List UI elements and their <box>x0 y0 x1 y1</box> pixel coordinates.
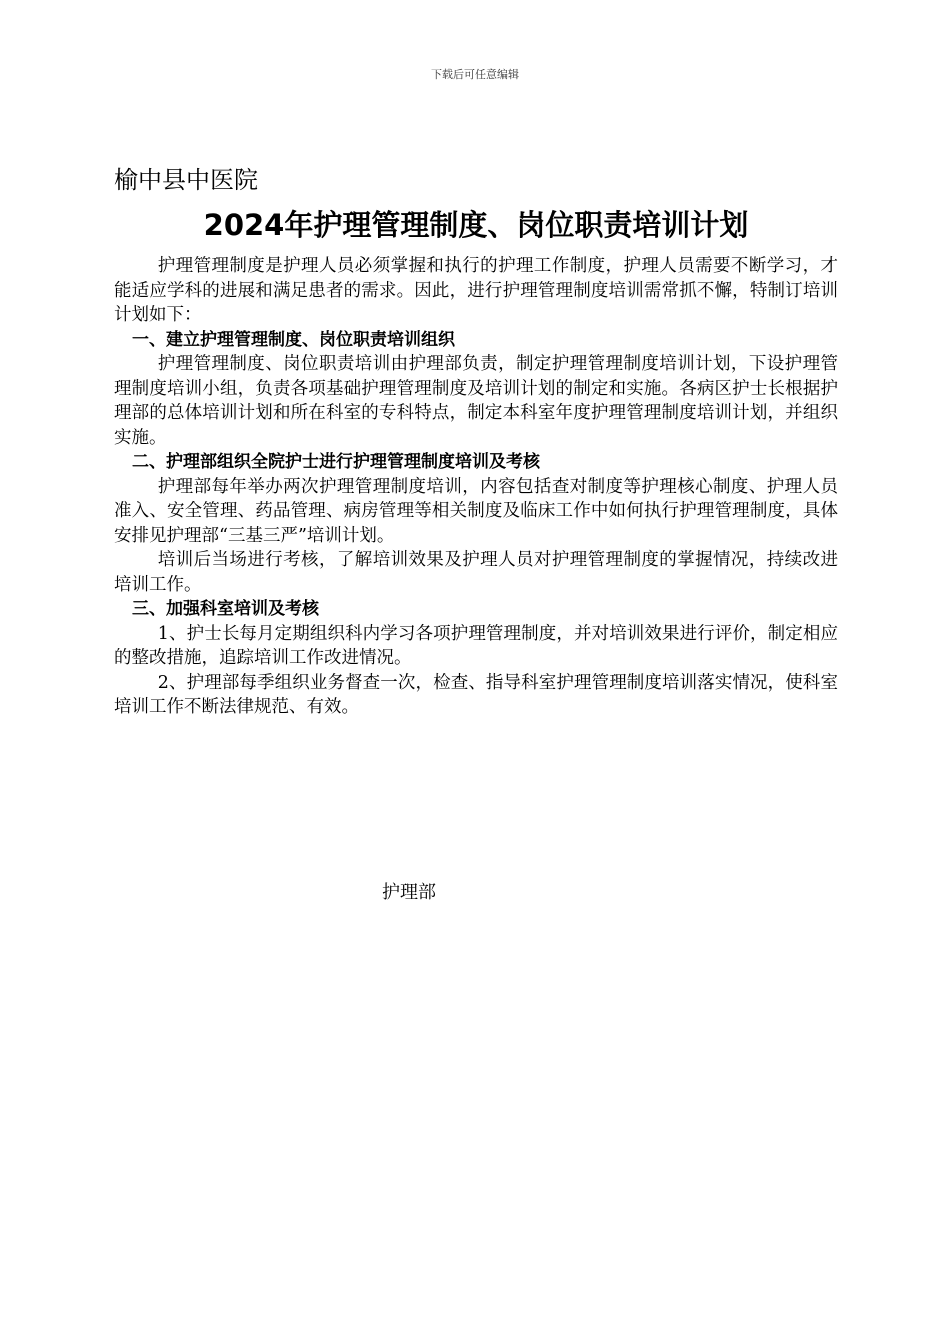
section-3-paragraph-2: 2、护理部每季组织业务督查一次，检查、指导科室护理管理制度培训落实情况，使科室培训工作不断法律规范、有效。 <box>114 672 838 717</box>
section-1-paragraph-1: 护理管理制度、岗位职责培训由护理部负责，制定护理管理制度培训计划，下设护理管理制度培训小组，负责各项基础护理管理制度及培训计划的制定和实施。各病区护士长根据护理部的总体培训计划和所在科室的专科特点，制定本科室年度护理管理制度培训计划，并组织实施。 <box>114 354 838 448</box>
section-3-paragraph-1: 1、护士长每月定期组织科内学习各项护理管理制度，并对培训效果进行评价，制定相应的整改措施，追踪培训工作改进情况。 <box>114 623 838 668</box>
signature-department: 护理部 <box>382 882 436 903</box>
section-1-heading: 一、建立护理管理制度、岗位职责培训组织 <box>132 329 455 350</box>
page-header-note: 下载后可任意编辑 <box>431 68 519 81</box>
section-2-paragraph-2: 培训后当场进行考核，了解培训效果及护理人员对护理管理制度的掌握情况，持续改进培训工作。 <box>114 550 838 595</box>
document-title: 2024年护理管理制度、岗位职责培训计划 <box>203 208 749 242</box>
section-2-paragraph-1: 护理部每年举办两次护理管理制度培训，内容包括查对制度等护理核心制度、护理人员准入、安全管理、药品管理、病房管理等相关制度及临床工作中如何执行护理管理制度，具体安排见护理部“三基三严”培训计划。 <box>114 476 838 546</box>
intro-paragraph: 护理管理制度是护理人员必须掌握和执行的护理工作制度，护理人员需要不断学习，才能适应学科的进展和满足患者的需求。因此，进行护理管理制度培训需常抓不懈，特制订培训计划如下： <box>114 256 838 325</box>
section-2-heading: 二、护理部组织全院护士进行护理管理制度培训及考核 <box>132 452 540 472</box>
hospital-name: 榆中县中医院 <box>114 166 258 194</box>
section-3-heading: 三、加强科室培训及考核 <box>132 599 319 619</box>
document-body <box>114 160 838 720</box>
